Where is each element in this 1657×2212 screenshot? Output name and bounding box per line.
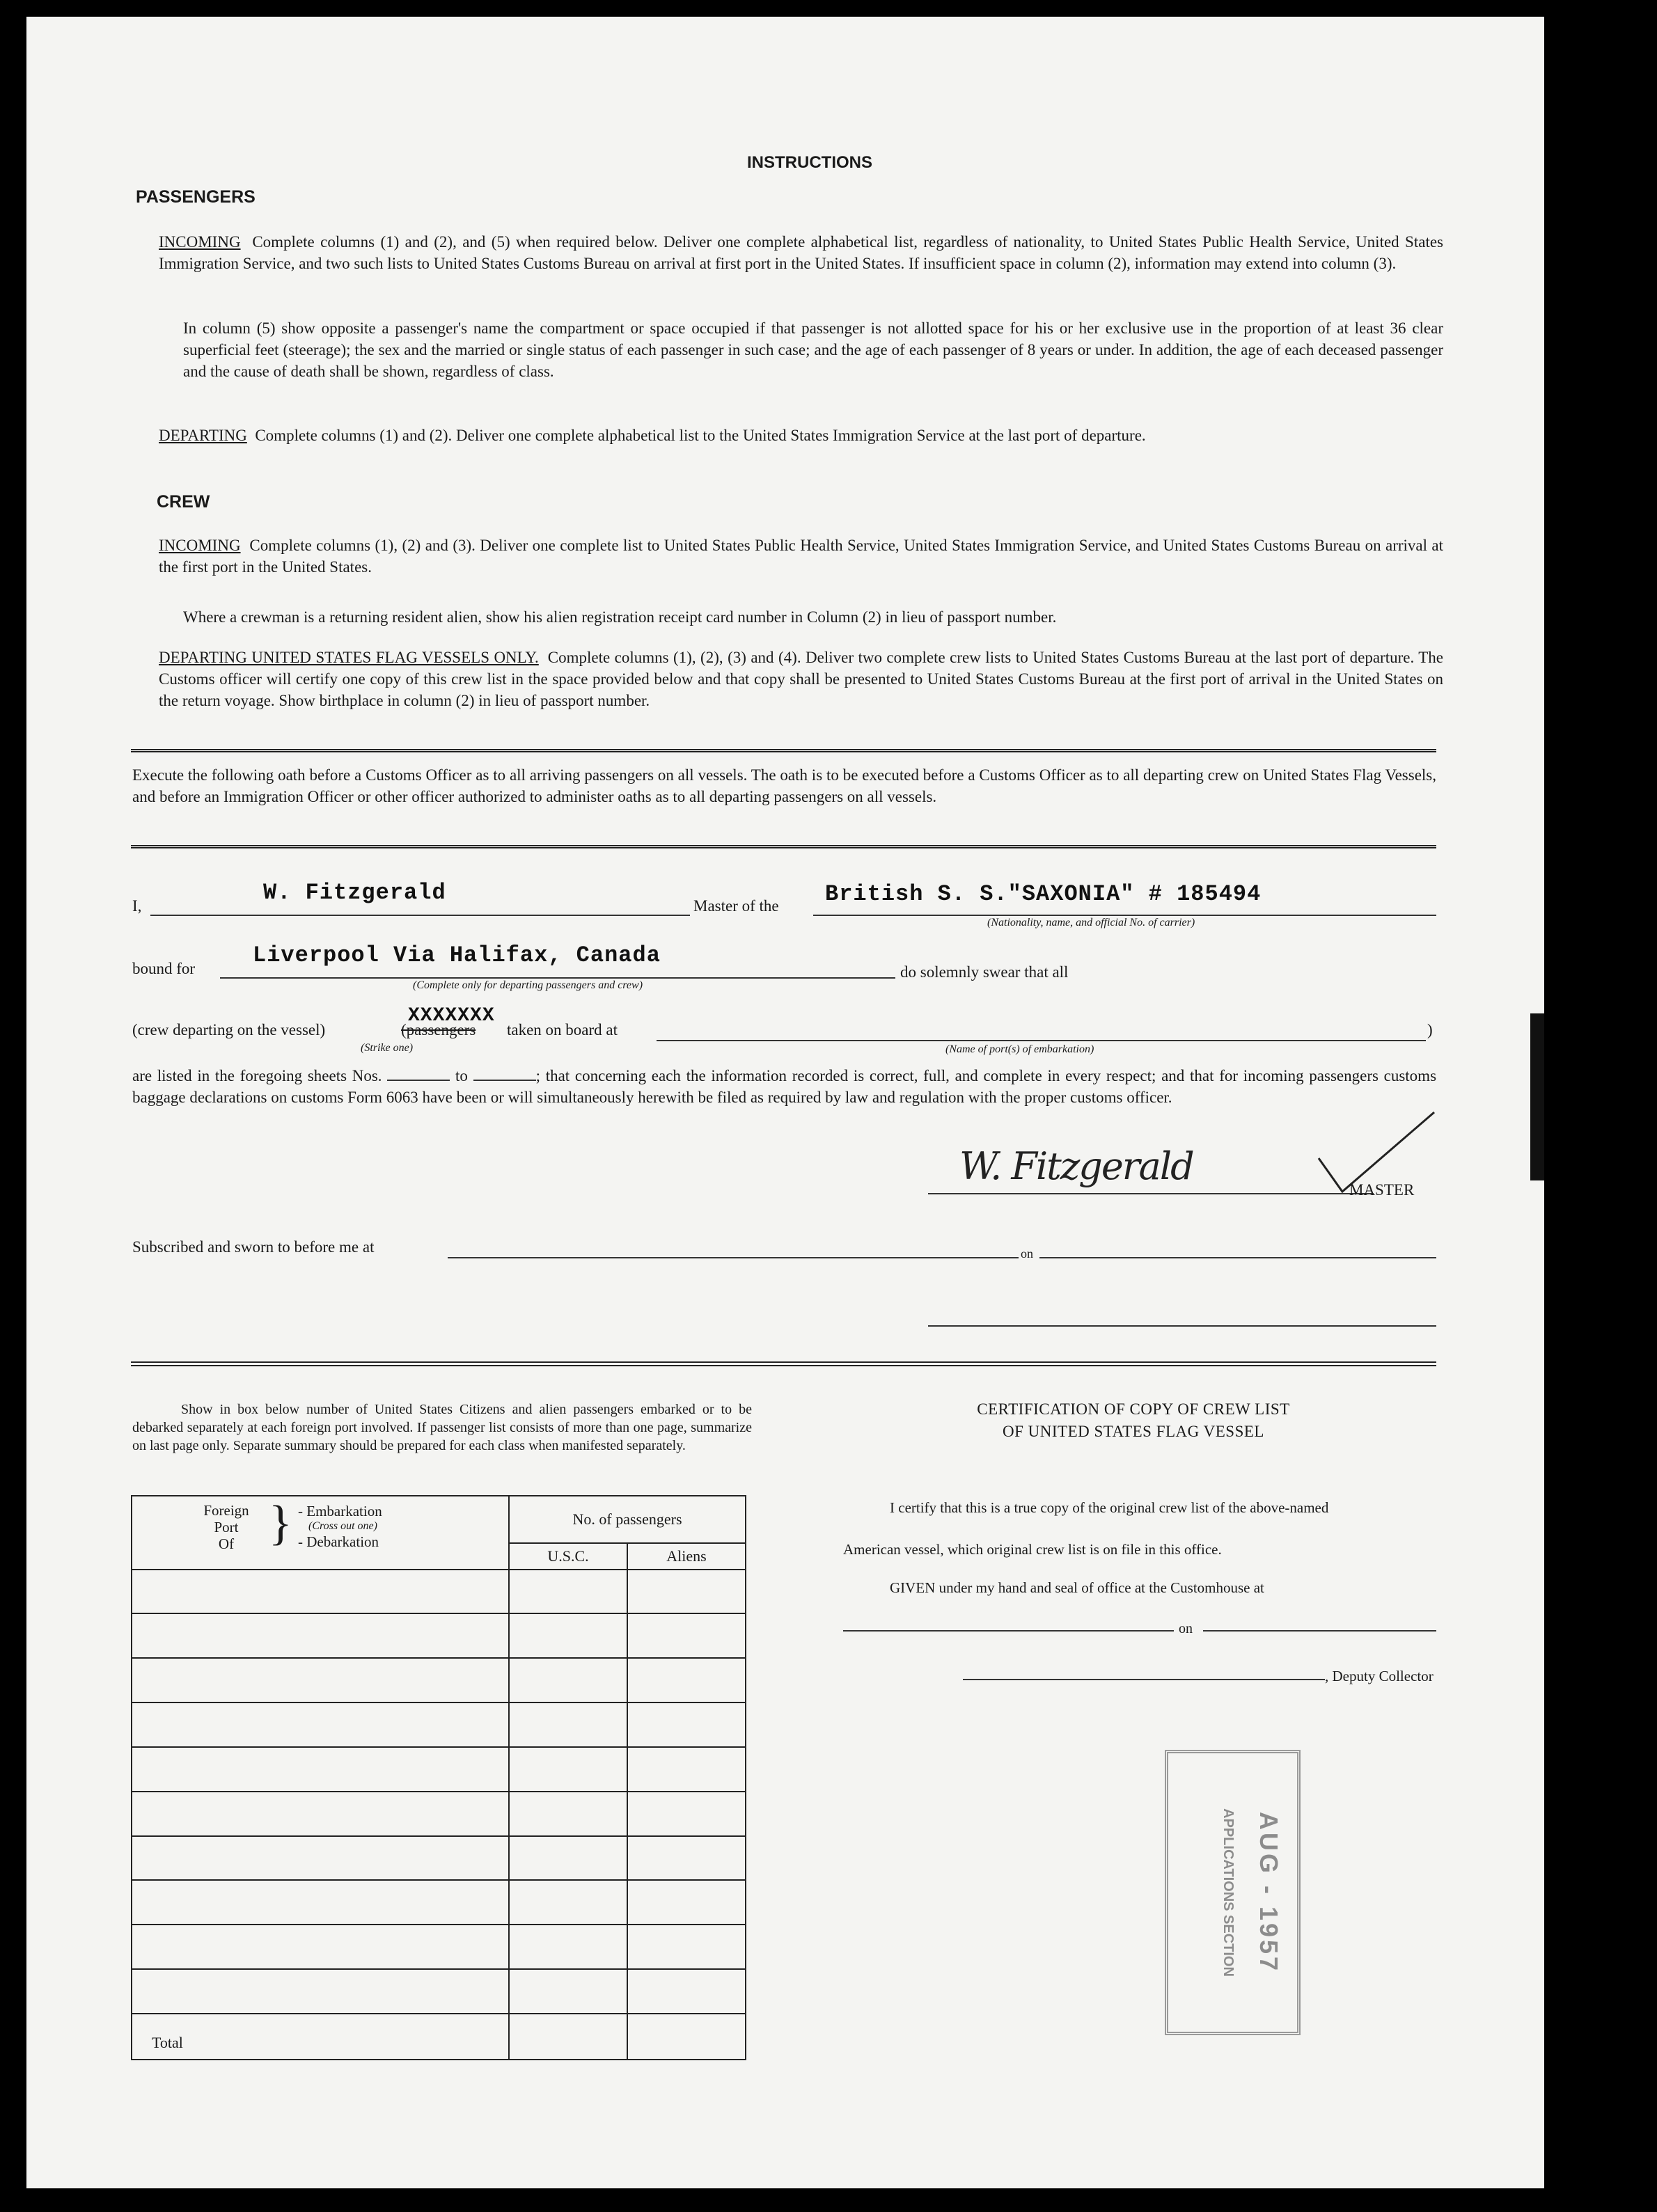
debarkation-label: - Debarkation <box>298 1533 379 1550</box>
passengers-col5-paragraph: In column (5) show opposite a passenger's name the compartment or space occupied if that passenger is not allotted space for his or her exclusive use in the proportion of at least 36 clear superficial feet (steerage); the sex and the married or single status of each passenger in such case; and the age of each passenger of 8 years or under. In addition, the age of each deceased passenger and the cause of death shall be shown, regardless of class. <box>183 319 1443 380</box>
deputy-signature-line <box>963 1679 1325 1680</box>
embarkation-line <box>657 1040 1426 1041</box>
vessel-line <box>813 915 1436 916</box>
brace-icon: } <box>269 1496 292 1550</box>
summary-instructions: Show in box below number of United States Citizens and alien passengers embarked or to be debarked separately at each foreign port involved. If passenger list consists of more than one page, summarize on last page only. Separate summary should be prepared for each class when manifested separately. <box>132 1402 752 1453</box>
subscribed-on-label: on <box>1021 1247 1033 1261</box>
stamp-section: APPLICATIONS SECTION <box>1220 1808 1236 1977</box>
to-label: to <box>455 1067 468 1084</box>
departing-label: DEPARTING <box>159 427 247 444</box>
deputy-collector-label: , Deputy Collector <box>1325 1668 1434 1684</box>
passengers-incoming-paragraph <box>159 231 1443 274</box>
subscribed-place-line <box>448 1257 1019 1258</box>
certification-line1: I certify that this is a true copy of the original crew list of the above-named <box>890 1499 1329 1516</box>
table-row <box>132 1792 746 1836</box>
strike-marks: XXXXXXX <box>408 1005 495 1027</box>
master-name: W. Fitzgerald <box>263 880 446 906</box>
strike-caption: (Strike one) <box>361 1042 414 1054</box>
master-of-label: Master of the <box>693 897 779 915</box>
destination: Liverpool Via Halifax, Canada <box>253 942 661 968</box>
table-row <box>132 1703 746 1747</box>
passengers-departing-text: Complete columns (1) and (2). Deliver one complete alphabetical list to the United States Immigration Service at the last port of departure. <box>255 427 1146 444</box>
crew-departing-text: Complete columns (1), (2), (3) and (4). Deliver two complete crew lists to United States Customs Bureau at the last port of departure. The Customs officer will certify one copy of this crew list in the space provided below and that copy shall be presented to United States Customs Bureau at the first port of arrival in the United States on the return voyage. Show birthplace in column (2) in lieu of passport number. <box>159 649 1444 709</box>
certification-line2: American vessel, which original crew list is on file in this office. <box>843 1541 1222 1558</box>
aliens-header: Aliens <box>627 1543 746 1569</box>
passengers-departing-paragraph <box>159 425 1443 446</box>
sheet-to-blank <box>473 1080 536 1081</box>
certification-place-line <box>843 1630 1174 1632</box>
certification-date-line <box>1203 1630 1436 1632</box>
crew-heading: CREW <box>157 492 210 512</box>
total-label: Total <box>132 2014 509 2060</box>
sheet-from-blank <box>387 1080 450 1081</box>
divider-2 <box>131 845 1436 848</box>
departing-us-label: DEPARTING UNITED STATES FLAG VESSELS ONLY. <box>159 649 539 666</box>
taken-on-board-label: taken on board at <box>507 1021 618 1038</box>
crew-incoming-text: Complete columns (1), (2) and (3). Deliver one complete list to United States Public Health Service, United States Immigration Service, and United States Customs Bureau on arrival at the first port in the United States. <box>159 537 1443 576</box>
document-page <box>26 17 1544 2188</box>
subscribed-date-line <box>1039 1257 1436 1258</box>
passengers-heading: PASSENGERS <box>136 187 256 207</box>
passenger-summary-table <box>131 1495 746 2060</box>
listed-label: are listed in the foregoing sheets Nos. <box>132 1067 382 1084</box>
table-row <box>132 1747 746 1792</box>
certification-title-line2: OF UNITED STATES FLAG VESSEL <box>1003 1423 1264 1440</box>
certification-title <box>827 1398 1440 1443</box>
bound-for-label: bound for <box>132 960 196 977</box>
no-passengers-header: No. of passengers <box>509 1496 746 1543</box>
divider-1 <box>131 749 1436 752</box>
certification-on-label: on <box>1179 1621 1193 1636</box>
destination-line <box>220 977 895 979</box>
signature-line <box>928 1193 1374 1194</box>
certification-line3: GIVEN under my hand and seal of office at the Customhouse at <box>890 1579 1264 1596</box>
crew-incoming-label: INCOMING <box>159 537 241 554</box>
embarkation-caption: (Name of port(s) of embarkation) <box>945 1043 1094 1055</box>
certification-title-line1: CERTIFICATION OF COPY OF CREW LIST <box>977 1400 1290 1418</box>
oath-intro: Execute the following oath before a Customs Officer as to all arriving passengers on all vessels. The oath is to be executed before a Customs Officer as to all departing crew on United States Flag Vessels, and before an Immigration Officer or other officer authorized to administer oaths as to all departing passengers on all vessels. <box>132 766 1436 805</box>
crew-incoming-paragraph <box>159 535 1443 578</box>
total-row <box>132 2014 746 2060</box>
table-row <box>132 1658 746 1703</box>
divider-3 <box>131 1361 1436 1366</box>
port-header-foreign: Foreign <box>203 1502 249 1519</box>
destination-caption: (Complete only for departing passengers and crew) <box>413 979 643 991</box>
vessel-name: British S. S."SAXONIA" # 185494 <box>825 881 1262 907</box>
embarkation-label: - Embarkation <box>298 1503 382 1519</box>
port-header-port: Port <box>214 1519 239 1535</box>
crew-resident-paragraph: Where a crewman is a returning resident alien, show his alien registration receipt card number in Column (2) in lieu of passport number. <box>183 608 1057 626</box>
received-stamp <box>1165 1750 1301 2035</box>
table-row <box>132 1925 746 1969</box>
stamp-date: AUG - 1957 <box>1255 1811 1283 1974</box>
port-header-cell <box>132 1496 509 1570</box>
crew-departing-paragraph <box>159 647 1443 711</box>
master-label: MASTER <box>1349 1181 1415 1199</box>
close-paren: ) <box>1427 1021 1433 1038</box>
swear-text: do solemnly swear that all <box>900 963 1069 981</box>
oath-i-label: I, <box>132 897 142 915</box>
usc-header: U.S.C. <box>509 1543 627 1569</box>
listed-paragraph <box>132 1065 1436 1108</box>
master-signature: W. Fitzgerald <box>959 1144 1193 1188</box>
passengers-incoming-text: Complete columns (1) and (2), and (5) when required below. Deliver one complete alphabetical list, regardless of nationality, to United States Public Health Service, United States Immigration Service, and two such lists to United States Customs Bureau on arrival at first port in the United States. If insufficient space in column (2), information may extend into column (3). <box>159 233 1443 272</box>
table-row <box>132 1880 746 1925</box>
master-name-line <box>150 915 690 916</box>
listed-rest: ; that concerning each the information recorded is correct, full, and complete in every respect; and that for incoming passengers customs baggage declarations on customs Form 6063 have been or will simultaneously herewith be filed as required by law and regulation with the proper customs officer. <box>132 1067 1437 1106</box>
edge-clip-mark <box>1530 1013 1544 1180</box>
table-row <box>132 1836 746 1881</box>
cross-out-caption: (Cross out one) <box>308 1520 377 1532</box>
passengers-struck: (passengers <box>401 1021 476 1038</box>
officer-signature-line <box>928 1325 1436 1327</box>
crew-departing-label: (crew departing on the vessel) <box>132 1021 326 1038</box>
instructions-title: INSTRUCTIONS <box>747 153 872 172</box>
table-row <box>132 1969 746 2014</box>
port-header-of: Of <box>218 1535 235 1552</box>
table-row <box>132 1613 746 1658</box>
table-row <box>132 1570 746 1614</box>
subscribed-label: Subscribed and sworn to before me at <box>132 1238 375 1256</box>
incoming-label: INCOMING <box>159 233 241 251</box>
vessel-caption: (Nationality, name, and official No. of carrier) <box>987 917 1195 929</box>
